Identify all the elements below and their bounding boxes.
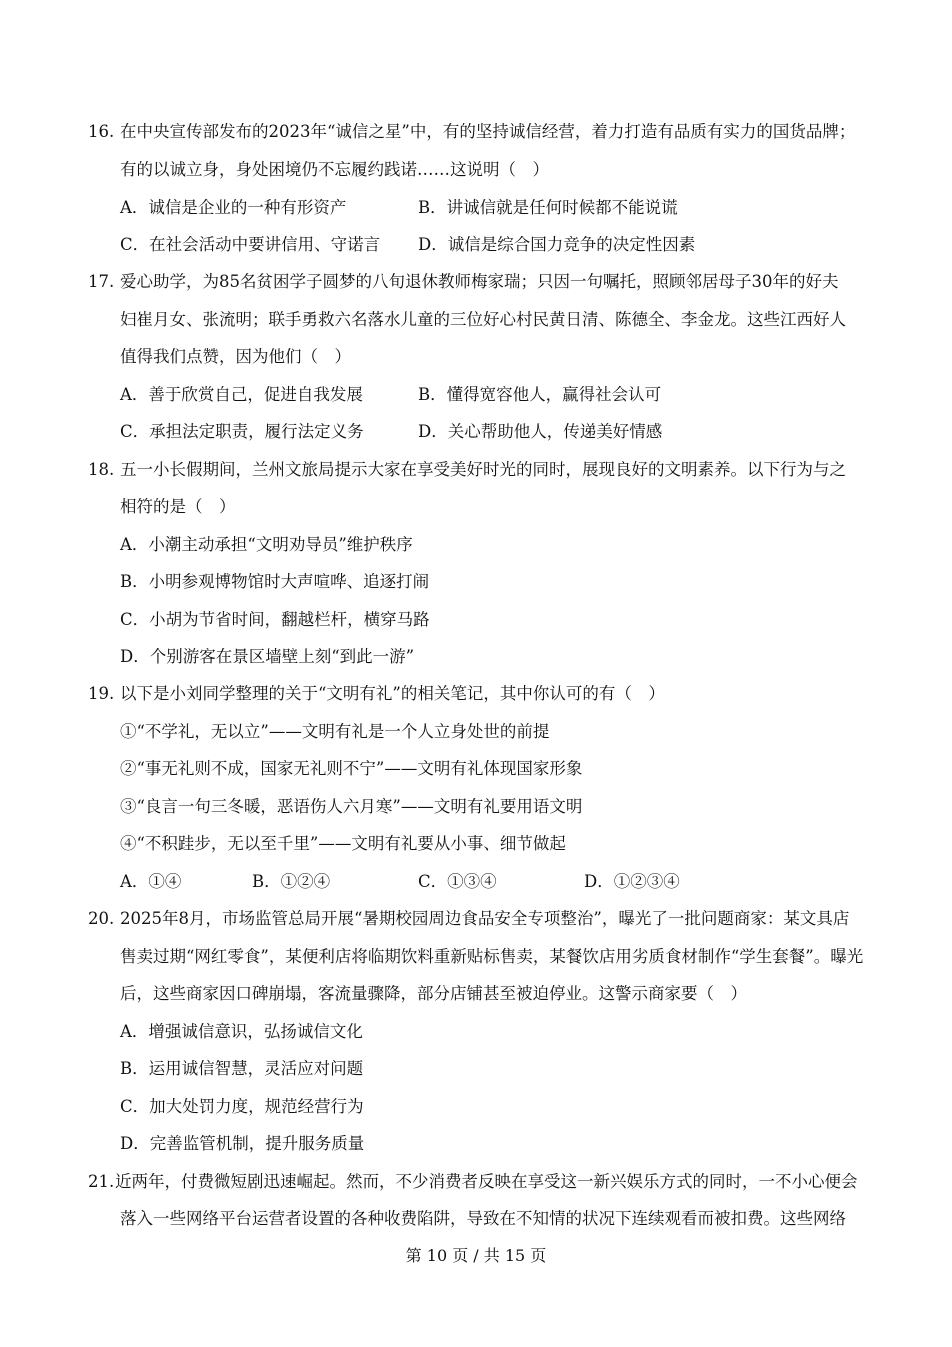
question-text-line: ②“事无礼则不成，国家无礼则不宁”——文明有礼体现国家形象 [120,759,583,778]
question-text-line: 有的以诚立身，身处困境仍不忘履约践诺……这说明（ ） [120,160,549,179]
question-text-line: ③“良言一句三冬暖，恶语伤人六月寒”——文明有礼要用语文明 [120,797,583,816]
answer-option: D．①②③④ [584,872,680,891]
answer-option: B．①②④ [252,872,331,891]
question-text-line: 爱心助学，为85名贫困学子圆梦的八旬退休教师梅家瑞；只因一句嘱托，照顾邻居母子30年的好夫 [120,272,839,291]
question-text-line: 售卖过期“网红零食”，某便利店将临期饮料重新贴标售卖，某餐饮店用劣质食材制作“学生套餐”。曝光 [120,947,864,966]
question-text-line: 相符的是（ ） [120,497,236,516]
question-text-line: 近两年，付费微短剧迅速崛起。然而，不少消费者反映在享受这一新兴娱乐方式的同时，一不小心便会 [115,1172,858,1191]
question-text-line: 在中央宣传部发布的2023年“诚信之星”中，有的坚持诚信经营，着力打造有品质有实力的国货品牌； [120,122,856,141]
question-text-line: 后，这些商家因口碑崩塌，客流量骤降，部分店铺甚至被迫停业。这警示商家要（ ） [120,984,747,1003]
question-number: 18. [88,460,115,479]
question-text-line: ①“不学礼，无以立”——文明有礼是一个人立身处世的前提 [120,722,550,741]
answer-option: B．讲诚信就是任何时候都不能说谎 [418,198,678,217]
question-text-line: 值得我们点赞，因为他们（ ） [120,347,351,366]
answer-option: B．懂得宽容他人，赢得社会认可 [418,385,662,404]
question-text-line: 以下是小刘同学整理的关于“文明有礼”的相关笔记，其中你认可的有（ ） [120,684,665,703]
answer-option: C．小胡为节省时间，翻越栏杆，横穿马路 [120,610,430,629]
question-number: 21. [88,1172,115,1191]
answer-option: A．小潮主动承担“文明劝导员”维护秩序 [120,535,413,554]
question-number: 19. [88,684,115,703]
answer-option: D．个别游客在景区墙壁上刻“到此一游” [120,647,415,666]
question-text-line: ④“不积跬步，无以至千里”——文明有礼要从小事、细节做起 [120,834,566,853]
answer-option: B．小明参观博物馆时大声喧哗、追逐打闹 [120,572,430,591]
question-number: 16. [88,122,115,141]
answer-option: C．①③④ [418,872,497,891]
answer-option: A．诚信是企业的一种有形资产 [120,198,347,217]
answer-option: C．加大处罚力度，规范经营行为 [120,1097,364,1116]
question-text-line: 2025年8月，市场监管总局开展“暑期校园周边食品安全专项整治”，曝光了一批问题商家：某文具店 [120,909,850,928]
answer-option: D．诚信是综合国力竞争的决定性因素 [418,235,696,254]
question-text-line: 妇崔月女、张流明；联手勇救六名落水儿童的三位好心村民黄日清、陈德全、李金龙。这些江西好人 [120,310,846,329]
answer-option: A．增强诚信意识，弘扬诚信文化 [120,1022,363,1041]
answer-option: A．善于欣赏自己，促进自我发展 [120,385,363,404]
question-text-line: 五一小长假期间，兰州文旅局提示大家在享受美好时光的同时，展现良好的文明素养。以下行为与之 [120,460,846,479]
question-number: 17. [88,272,115,291]
answer-option: C．承担法定职责，履行法定义务 [120,422,364,441]
answer-option: D．完善监管机制，提升服务质量 [120,1134,365,1153]
answer-option: D．关心帮助他人，传递美好情感 [418,422,663,441]
answer-option: C．在社会活动中要讲信用、守诺言 [120,235,381,254]
question-text-line: 落入一些网络平台运营者设置的各种收费陷阱，导致在不知情的状况下连续观看而被扣费。这些网络 [120,1209,846,1228]
answer-option: A．①④ [120,872,182,891]
answer-option: B．运用诚信智慧，灵活应对问题 [120,1059,364,1078]
question-number: 20. [88,909,115,928]
page-footer: 第 10 页 / 共 15 页 [405,1246,547,1265]
